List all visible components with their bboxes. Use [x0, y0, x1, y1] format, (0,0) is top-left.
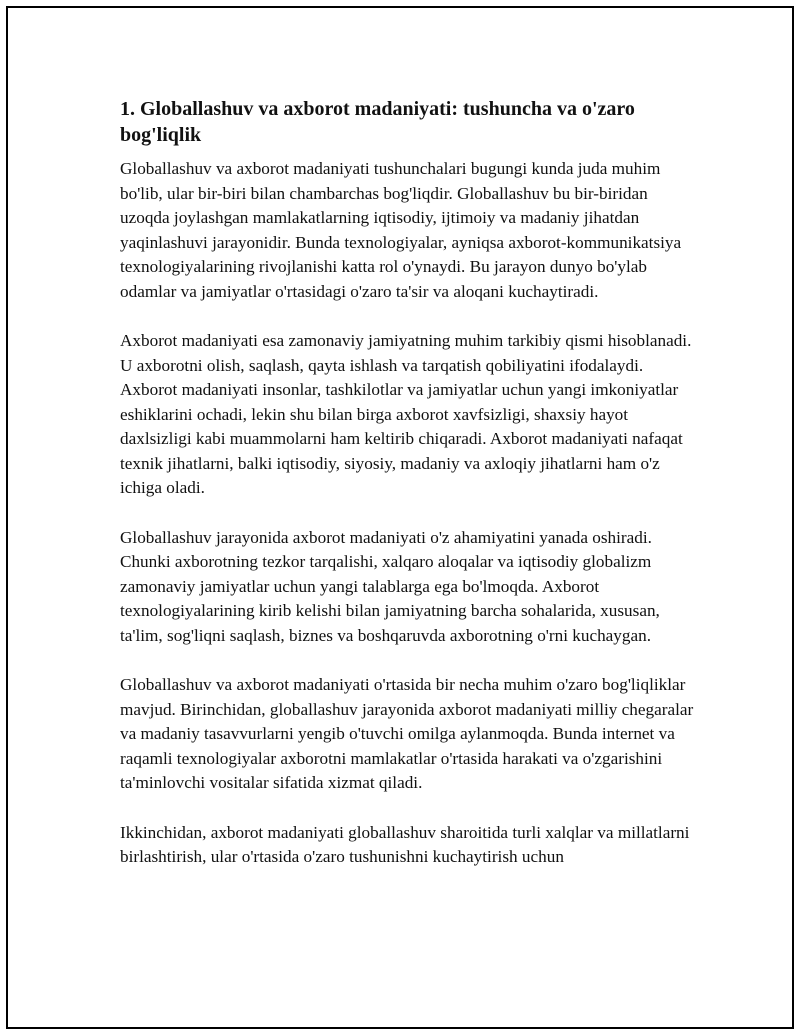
document-body [120, 96, 695, 895]
paragraph-4: Globallashuv va axborot madaniyati o'rtasida bir necha muhim o'zaro bog'liqliklar mavjud. Birinchidan, globallashuv jarayonida axborot madaniyati milliy chegaralar va madaniy tasavvurlarni yengib o'tuvchi omilga aylanmoqda. Bunda internet va raqamli texnologiyalar axborotni mamlakatlar o'rtasida harakati va o'zgarishini ta'minlovchi vositalar sifatida xizmat qiladi. [120, 675, 694, 792]
section-heading: 1. Globallashuv va axborot madaniyati: tushuncha va o'zaro bog'liqlik [120, 98, 635, 146]
paragraph-5: Ikkinchidan, axborot madaniyati globallashuv sharoitida turli xalqlar va millatlarni birlashtirish, ular o'rtasida o'zaro tushunishni kuchaytirish uchun [120, 822, 690, 866]
paragraph-3: Globallashuv jarayonida axborot madaniyati o'z ahamiyatini yanada oshiradi. Chunki axborotning tezkor tarqalishi, xalqaro aloqalar va iqtisodiy globalizm zamonaviy jamiyatlar uchun yangi talablarga ega bo'lmoqda. Axborot texnologiyalarining kirib kelishi bilan jamiyatning barcha sohalarida, xususan, ta'lim, sog'liqni saqlash, biznes va boshqaruvda axborotning o'rni kuchaygan. [120, 527, 660, 645]
page-frame [6, 6, 794, 1029]
paragraph-2: Axborot madaniyati esa zamonaviy jamiyatning muhim tarkibiy qismi hisoblanadi. U axborotni olish, saqlash, qayta ishlash va tarqatish qobiliyatini ifodalaydi. Axborot madaniyati insonlar, tashkilotlar va jamiyatlar uchun yangi imkoniyatlar eshiklarini ochadi, lekin shu bilan birga axborot xavfsizligi, shaxsiy hayot daxlsizligi kabi muammolarni ham keltirib chiqaradi. Axborot madaniyati nafaqat texnik jihatlarni, balki iqtisodiy, siyosiy, madaniy va axloqiy jihatlarni ham o'z ichiga oladi. [120, 331, 692, 497]
paragraph-1: Globallashuv va axborot madaniyati tushunchalari bugungi kunda juda muhim bo'lib, ular bir-biri bilan chambarchas bog'liqdir. Globallashuv bu bir-biridan uzoqda joylashgan mamlakatlarning iqtisodiy, ijtimoiy va madaniy jihatdan yaqinlashuvi jarayonidir. Bunda texnologiyalar, ayniqsa axborot-kommunikatsiya texnologiyalarining rivojlanishi katta rol o'ynaydi. Bu jarayon dunyo bo'ylab odamlar va jamiyatlar o'rtasidagi o'zaro ta'sir va aloqani kuchaytiradi. [120, 159, 682, 301]
